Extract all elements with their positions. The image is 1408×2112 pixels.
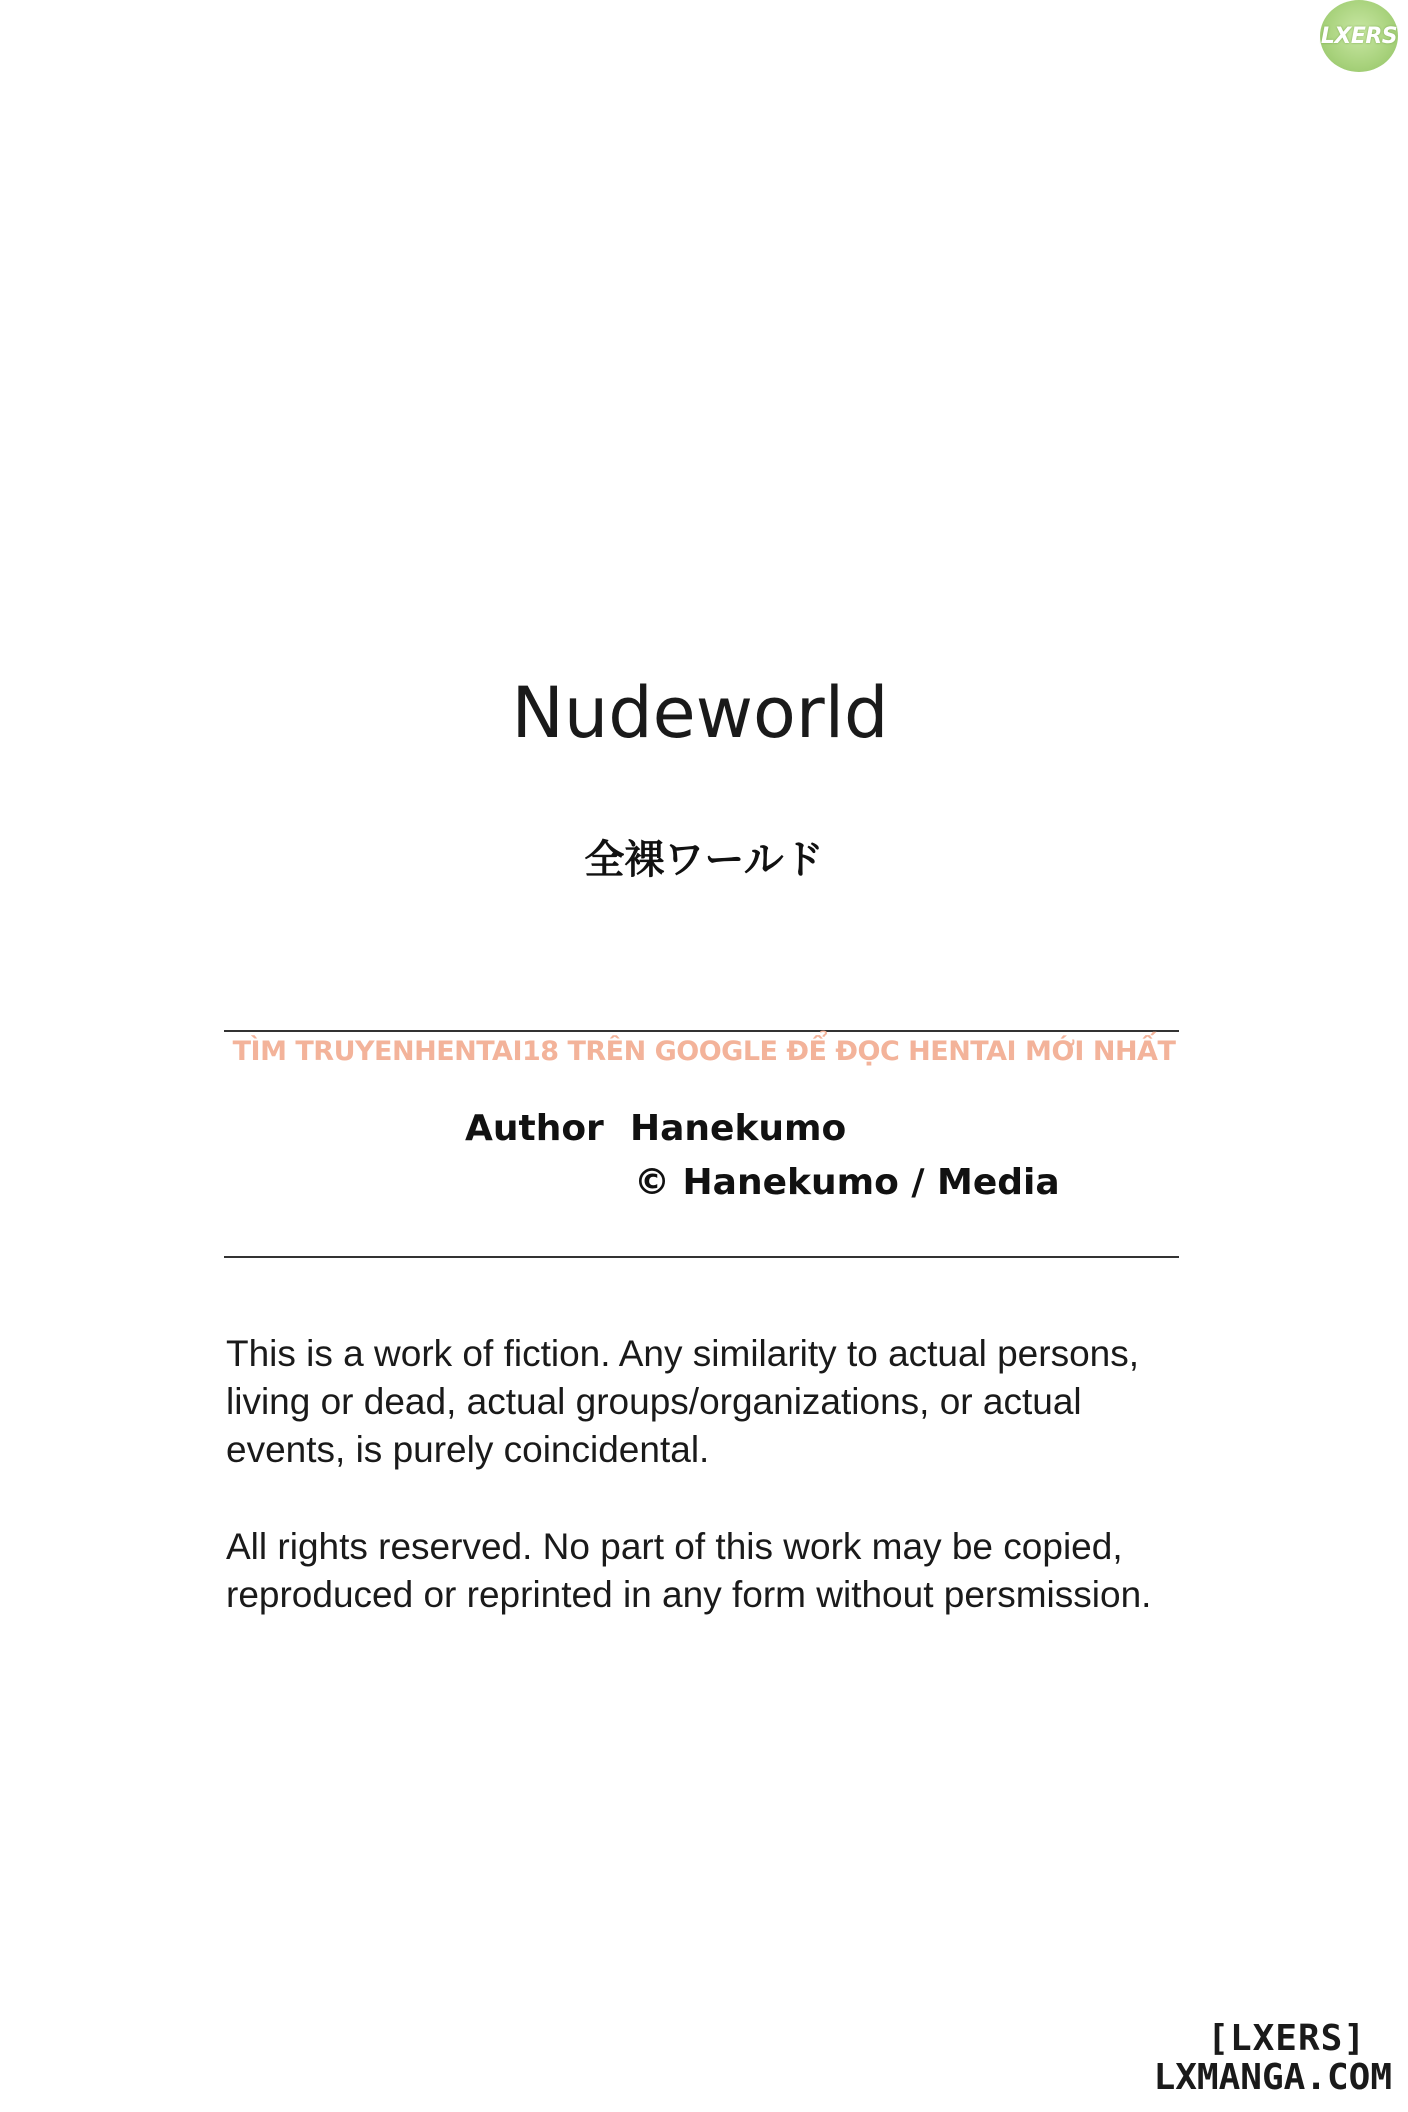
site-logo [1154,2019,1392,2098]
lxers-badge-logo [1320,0,1398,72]
divider-top [224,1030,1179,1032]
copyright-line: © Hanekumo / Media [634,1162,1060,1203]
divider-bottom [224,1256,1179,1258]
author-name: Hanekumo [630,1108,847,1149]
disclaimer-line: This is a work of fiction. Any similarity to actual persons, [226,1333,1140,1374]
book-title: Nudeworld [511,672,889,754]
japanese-title: 全裸ワールド [584,837,824,883]
watermark-text: TÌM TRUYENHENTAI18 TRÊN GOOGLE ĐỂ ĐỌC HENTAI MỚI NHẤT [232,1036,1176,1067]
site-logo-bracket: [LXERS] [1207,2017,1366,2059]
disclaimer-line: events, is purely coincidental. [226,1429,710,1470]
rights-notice [226,1523,1226,1619]
rights-line: All rights reserved. No part of this work may be copied, [226,1526,1123,1567]
disclaimer-line: living or dead, actual groups/organizations, or actual [226,1381,1082,1422]
badge-text: LXERS [1320,23,1398,49]
site-logo-url: LXMANGA.COM [1153,2057,1392,2099]
author-label: Author [465,1108,604,1149]
rights-line: reproduced or reprinted in any form without persmission. [226,1574,1152,1615]
fiction-disclaimer [226,1330,1226,1474]
